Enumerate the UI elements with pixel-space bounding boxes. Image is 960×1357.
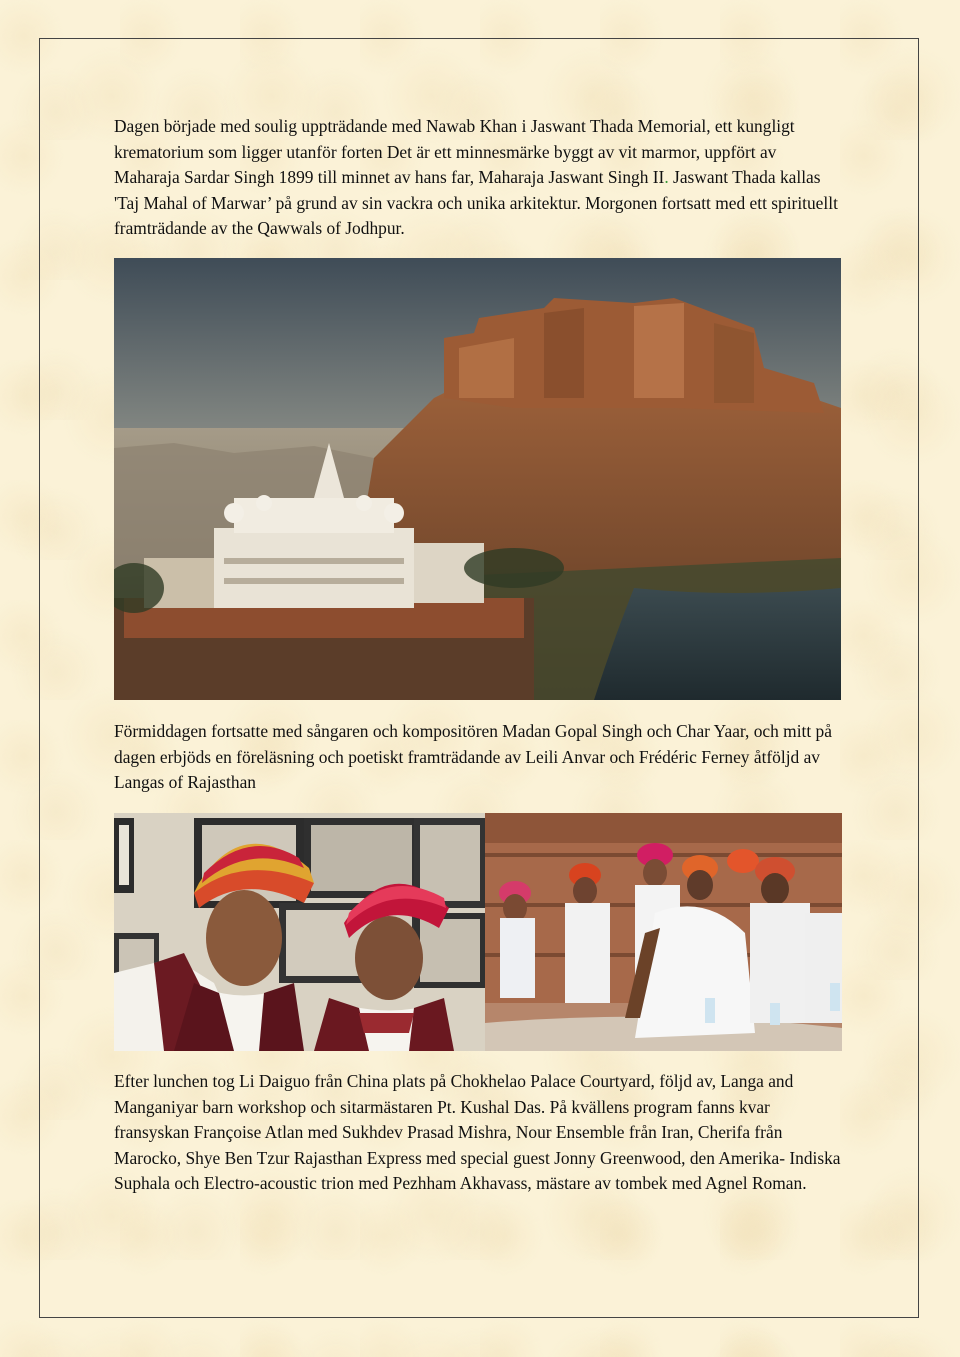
musicians-performing-photo [485, 813, 842, 1051]
paragraph-afternoon-evening: Efter lunchen tog Li Daiguo från China plats på Chokhelao Palace Courtyard, följd av, Langa and Manganiyar barn workshop och sitarmästaren Pt. Kushal Das. På kvällens program fanns kvar fransyskan Françoise Atlan med Sukhdev Prasad Mishra, Nour Ensemble från Iran, Cherifa från Marocko, Shye Ben Tzur Rajasthan Express med special guest Jonny Greenwood, den Amerika- Indiska Suphala och Electro-acoustic trion med Pezhham Akhavass, mästare av tombek med Agnel Roman. [114, 1071, 841, 1193]
paragraph-text: Dagen började med soulig uppträdande med Nawab Khan i Jaswant Thada Memorial, ett kungligt krematorium som ligger utanför forten Det är ett minnesmärke byggt av vit marmor, uppfört av Maharaja Sardar Singh 1899 till minnet av hans far, Maharaja Jaswant Singh II [114, 116, 795, 187]
two-boys-turbans-photo [114, 813, 485, 1051]
paragraph-text-continued: Jaswant Thada kallas 'Taj Mahal of Marwar’ på grund av sin vackra och unika arkitektur. Morgonen fortsatt med ett spirituellt framträdande av the Qawwals of Jodhpur. [114, 167, 838, 238]
paragraph-forenoon: Förmiddagen fortsatte med sångaren och kompositören Madan Gopal Singh och Char Yaar, och mitt på dagen erbjöds en föreläsning och poetiskt framträdande av Leili Anvar och Frédéric Ferney åtföljd av Langas of Rajasthan [114, 721, 832, 792]
paragraph-jaswant-thada [114, 114, 844, 242]
green-period: . [664, 167, 669, 187]
fort-and-memorial-photo [114, 258, 841, 700]
